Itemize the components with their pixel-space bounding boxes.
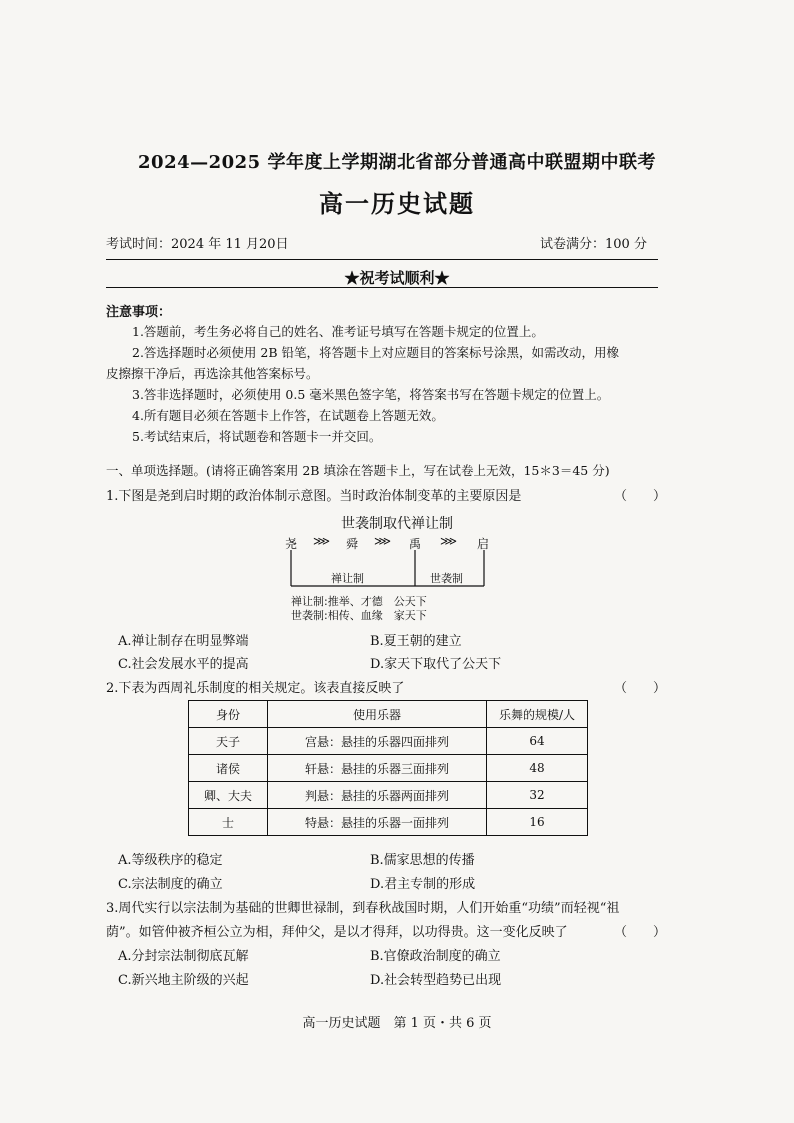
answer-paren: （ ） (614, 925, 667, 940)
label-hereditary: 世袭制 (430, 572, 463, 585)
option-c: C.社会发展水平的提高 (118, 657, 249, 672)
table-row (189, 755, 588, 782)
diagram-title: 世袭制取代禅让制 (341, 516, 453, 532)
option-d: D.家天下取代了公天下 (370, 657, 502, 672)
table-header-row (189, 701, 588, 728)
option-c: C.宗法制度的确立 (118, 877, 223, 892)
rites-table (188, 700, 588, 836)
diagram-arrow-icon: ⋙ (313, 534, 331, 548)
option-a: A.分封宗法制彻底瓦解 (118, 949, 249, 964)
exam-time: 考试时间：2024 年 11 月20日 (106, 237, 289, 252)
question-3-stem-line1: 3.周代实行以宗法制为基础的世卿世禄制，到春秋战国时期，人们开始重“功绩”而轻视“祖 (106, 901, 620, 916)
note-item: 皮擦擦干净后，再选涂其他答案标号。 (106, 366, 319, 381)
notes-heading: 注意事项： (106, 305, 172, 320)
question-1-stem: 1.下图是尧到启时期的政治体制示意图。当时政治体制变革的主要原因是 (106, 489, 522, 504)
table-cell: 判悬：悬挂的乐器两面排列 (268, 782, 487, 809)
table-cell: 卿、大夫 (189, 782, 268, 809)
table-row (189, 782, 588, 809)
table-header: 乐舞的规模/人 (487, 701, 588, 728)
table-header: 使用乐器 (268, 701, 487, 728)
diagram-arrow-icon: ⋙ (374, 534, 392, 548)
table-cell: 16 (487, 809, 588, 836)
note-item: 2.答选择题时必须使用 2B 铅笔，将答题卡上对应题目的答案标号涂黑，如需改动，用橡 (132, 345, 620, 360)
option-a: A.禅让制存在明显弊端 (118, 634, 249, 649)
subject-title: 高一历史试题 (319, 189, 475, 218)
table-cell: 48 (487, 755, 588, 782)
option-d: D.君主专制的形成 (370, 877, 476, 892)
table-row (189, 728, 588, 755)
answer-paren: （ ） (614, 681, 667, 696)
table-cell: 轩悬：悬挂的乐器三面排列 (268, 755, 487, 782)
exam-title: 2024—2025 学年度上学期湖北省部分普通高中联盟期中联考 (138, 152, 656, 173)
page-footer: 高一历史试题 第 1 页・共 6 页 (302, 1016, 492, 1031)
label-abdication: 禅让制 (331, 572, 364, 585)
note-item: 5.考试结束后，将试题卷和答题卡一并交回。 (132, 429, 382, 444)
note-item: 3.答非选择题时，必须使用 0.5 毫米黑色签字笔，将答案书写在答题卡规定的位置上。 (132, 387, 610, 402)
table-row (189, 809, 588, 836)
wish-divider (106, 287, 658, 288)
option-b: B.夏王朝的建立 (370, 634, 462, 649)
section-heading: 一、单项选择题。(请将正确答案用 2B 填涂在答题卡上，写在试卷上无效，15＊3＝45 分) (106, 463, 610, 478)
full-score: 试卷满分：100 分 (540, 237, 647, 252)
option-b: B.官僚政治制度的确立 (370, 949, 501, 964)
table-cell: 特悬：悬挂的乐器一面排列 (268, 809, 487, 836)
table-cell: 64 (487, 728, 588, 755)
note-item: 1.答题前，考生务必将自己的姓名、准考证号填写在答题卡规定的位置上。 (132, 324, 544, 339)
diagram-node-yao: 尧 (285, 537, 298, 551)
table-cell: 天子 (189, 728, 268, 755)
diagram-legend-2: 世袭制:相传、血缘 家天下 (291, 609, 427, 622)
diagram-node-qi: 启 (477, 537, 490, 551)
question-3-stem-line2: 荫”。如管仲被齐桓公立为相，拜仲父，是以才得拜，以功得贵。这一变化反映了 (106, 925, 568, 940)
option-d: D.社会转型趋势已出现 (370, 973, 502, 988)
wish-banner: ★祝考试顺利★ (344, 269, 450, 287)
diagram-arrow-icon: ⋙ (440, 534, 458, 548)
option-c: C.新兴地主阶级的兴起 (118, 973, 249, 988)
table-cell: 诸侯 (189, 755, 268, 782)
answer-paren: （ ） (614, 489, 667, 504)
diagram-node-yu: 禹 (409, 537, 422, 551)
header-divider (106, 259, 658, 260)
table-cell: 32 (487, 782, 588, 809)
table-cell: 士 (189, 809, 268, 836)
question-2-stem: 2.下表为西周礼乐制度的相关规定。该表直接反映了 (106, 681, 405, 696)
diagram-node-shun: 舜 (346, 537, 359, 551)
table-header: 身份 (189, 701, 268, 728)
diagram-legend-1: 禅让制:推举、才德 公天下 (291, 595, 427, 608)
option-a: A.等级秩序的稳定 (118, 853, 223, 868)
table-cell: 宫悬：悬挂的乐器四面排列 (268, 728, 487, 755)
diagram-bracket (280, 548, 500, 592)
option-b: B.儒家思想的传播 (370, 853, 475, 868)
note-item: 4.所有题目必须在答题卡上作答，在试题卷上答题无效。 (132, 408, 444, 423)
